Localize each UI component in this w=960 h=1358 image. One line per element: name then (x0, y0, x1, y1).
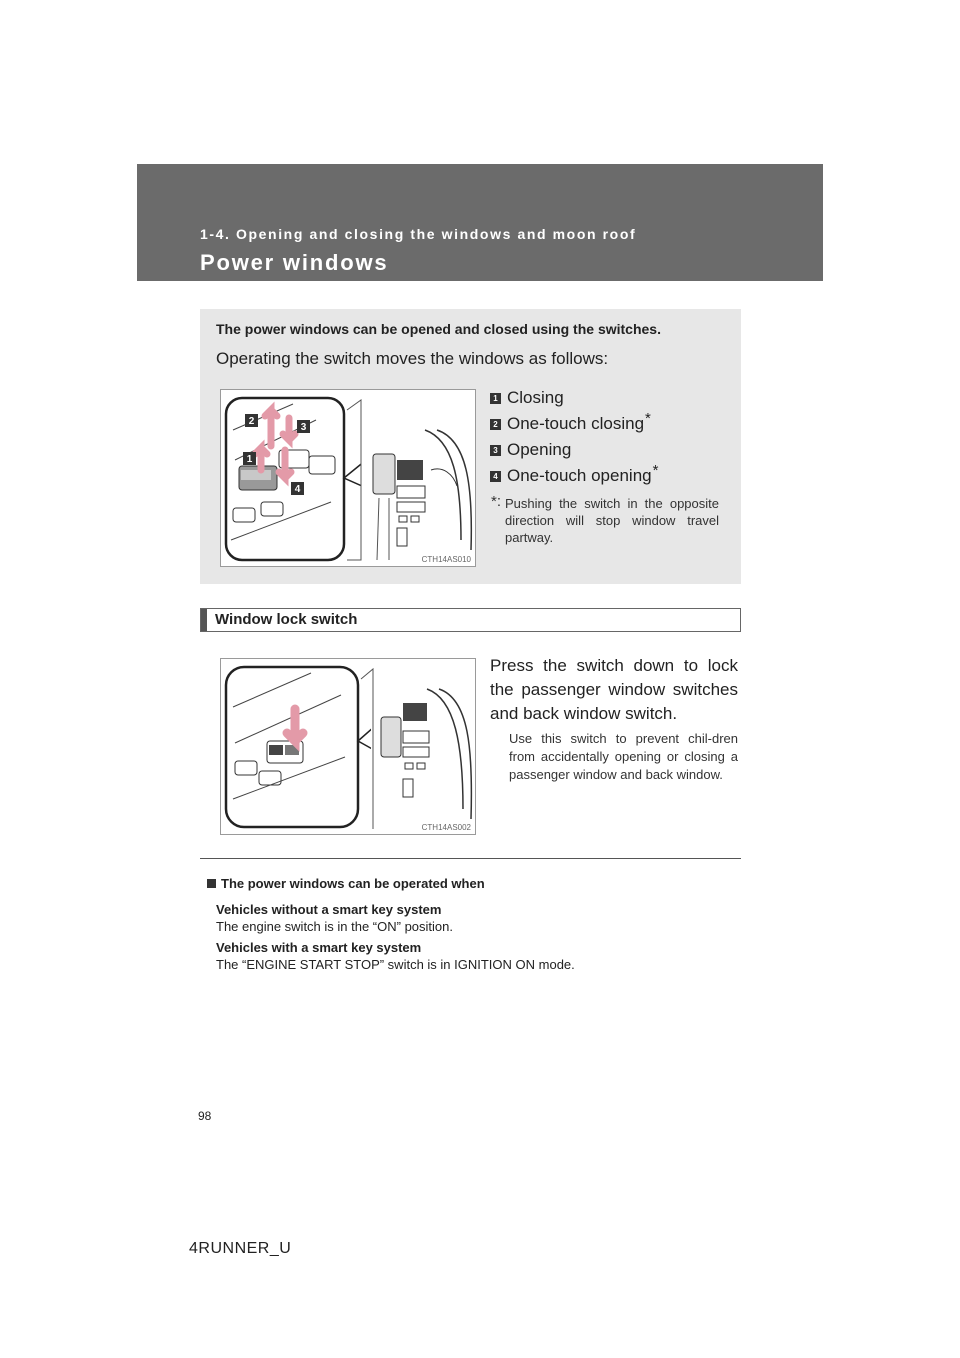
condition-title: Vehicles without a smart key system (216, 902, 442, 917)
window-lock-heading (200, 608, 741, 632)
intro-box (200, 309, 741, 584)
intro-lead: Operating the switch moves the windows as follows: (216, 349, 609, 368)
window-switch-illustration (220, 389, 476, 567)
heading-text: Window lock switch (215, 611, 358, 628)
list-item (490, 411, 725, 437)
figure-code: CTH14AS002 (421, 823, 471, 832)
operation-label: Opening (507, 440, 572, 459)
heading-bar (201, 609, 207, 631)
number-badge: 3 (490, 445, 501, 456)
list-item (490, 437, 725, 463)
list-item (490, 463, 725, 489)
footnote-mark: *: (491, 493, 502, 510)
operation-label: One-touch opening (507, 466, 652, 485)
page-title: Power windows (200, 250, 389, 275)
operation-conditions (207, 876, 741, 972)
footnote-text: Pushing the switch in the opposite direction will stop window travel partway. (505, 496, 719, 545)
figure-code: CTH14AS010 (421, 555, 471, 564)
list-item (490, 385, 725, 411)
conditions-heading-text: The power windows can be operated when (221, 876, 485, 891)
intro-summary: The power windows can be opened and closed using the switches. (216, 321, 661, 337)
asterisk: * (645, 410, 651, 427)
asterisk: * (652, 462, 659, 479)
window-lock-drawing (221, 659, 475, 834)
operations-list (490, 385, 725, 489)
footnote (491, 493, 719, 546)
svg-text:4: 4 (294, 484, 301, 495)
svg-text:3: 3 (300, 422, 307, 433)
operation-label: One-touch closing (507, 414, 645, 433)
condition-title: Vehicles with a smart key system (216, 940, 422, 955)
section-label: 1-4. Opening and closing the windows and moon roof (200, 226, 637, 242)
square-bullet-icon (207, 879, 216, 888)
condition-text: The engine switch is in the “ON” position. (216, 919, 453, 934)
model-code: 4RUNNER_U (189, 1240, 292, 1257)
svg-text:1: 1 (246, 454, 253, 465)
conditions-heading (207, 876, 741, 896)
condition-text: The “ENGINE START STOP” switch is in IGNITION ON mode. (216, 957, 575, 972)
number-badge: 1 (490, 393, 501, 404)
window-switch-drawing (221, 390, 475, 566)
window-lock-illustration (220, 658, 476, 835)
section-divider (200, 858, 741, 859)
number-badge: 4 (490, 471, 501, 482)
page-header (137, 164, 823, 281)
page-number: 98 (198, 1109, 212, 1123)
number-badge: 2 (490, 419, 501, 430)
svg-text:2: 2 (248, 416, 255, 427)
lock-instruction: Press the switch down to lock the passenger window switches and back window switch. (490, 656, 738, 723)
lock-note: Use this switch to prevent chil-dren from accidentally opening or closing a passenger window and back window. (509, 731, 738, 782)
operation-label: Closing (507, 388, 564, 407)
